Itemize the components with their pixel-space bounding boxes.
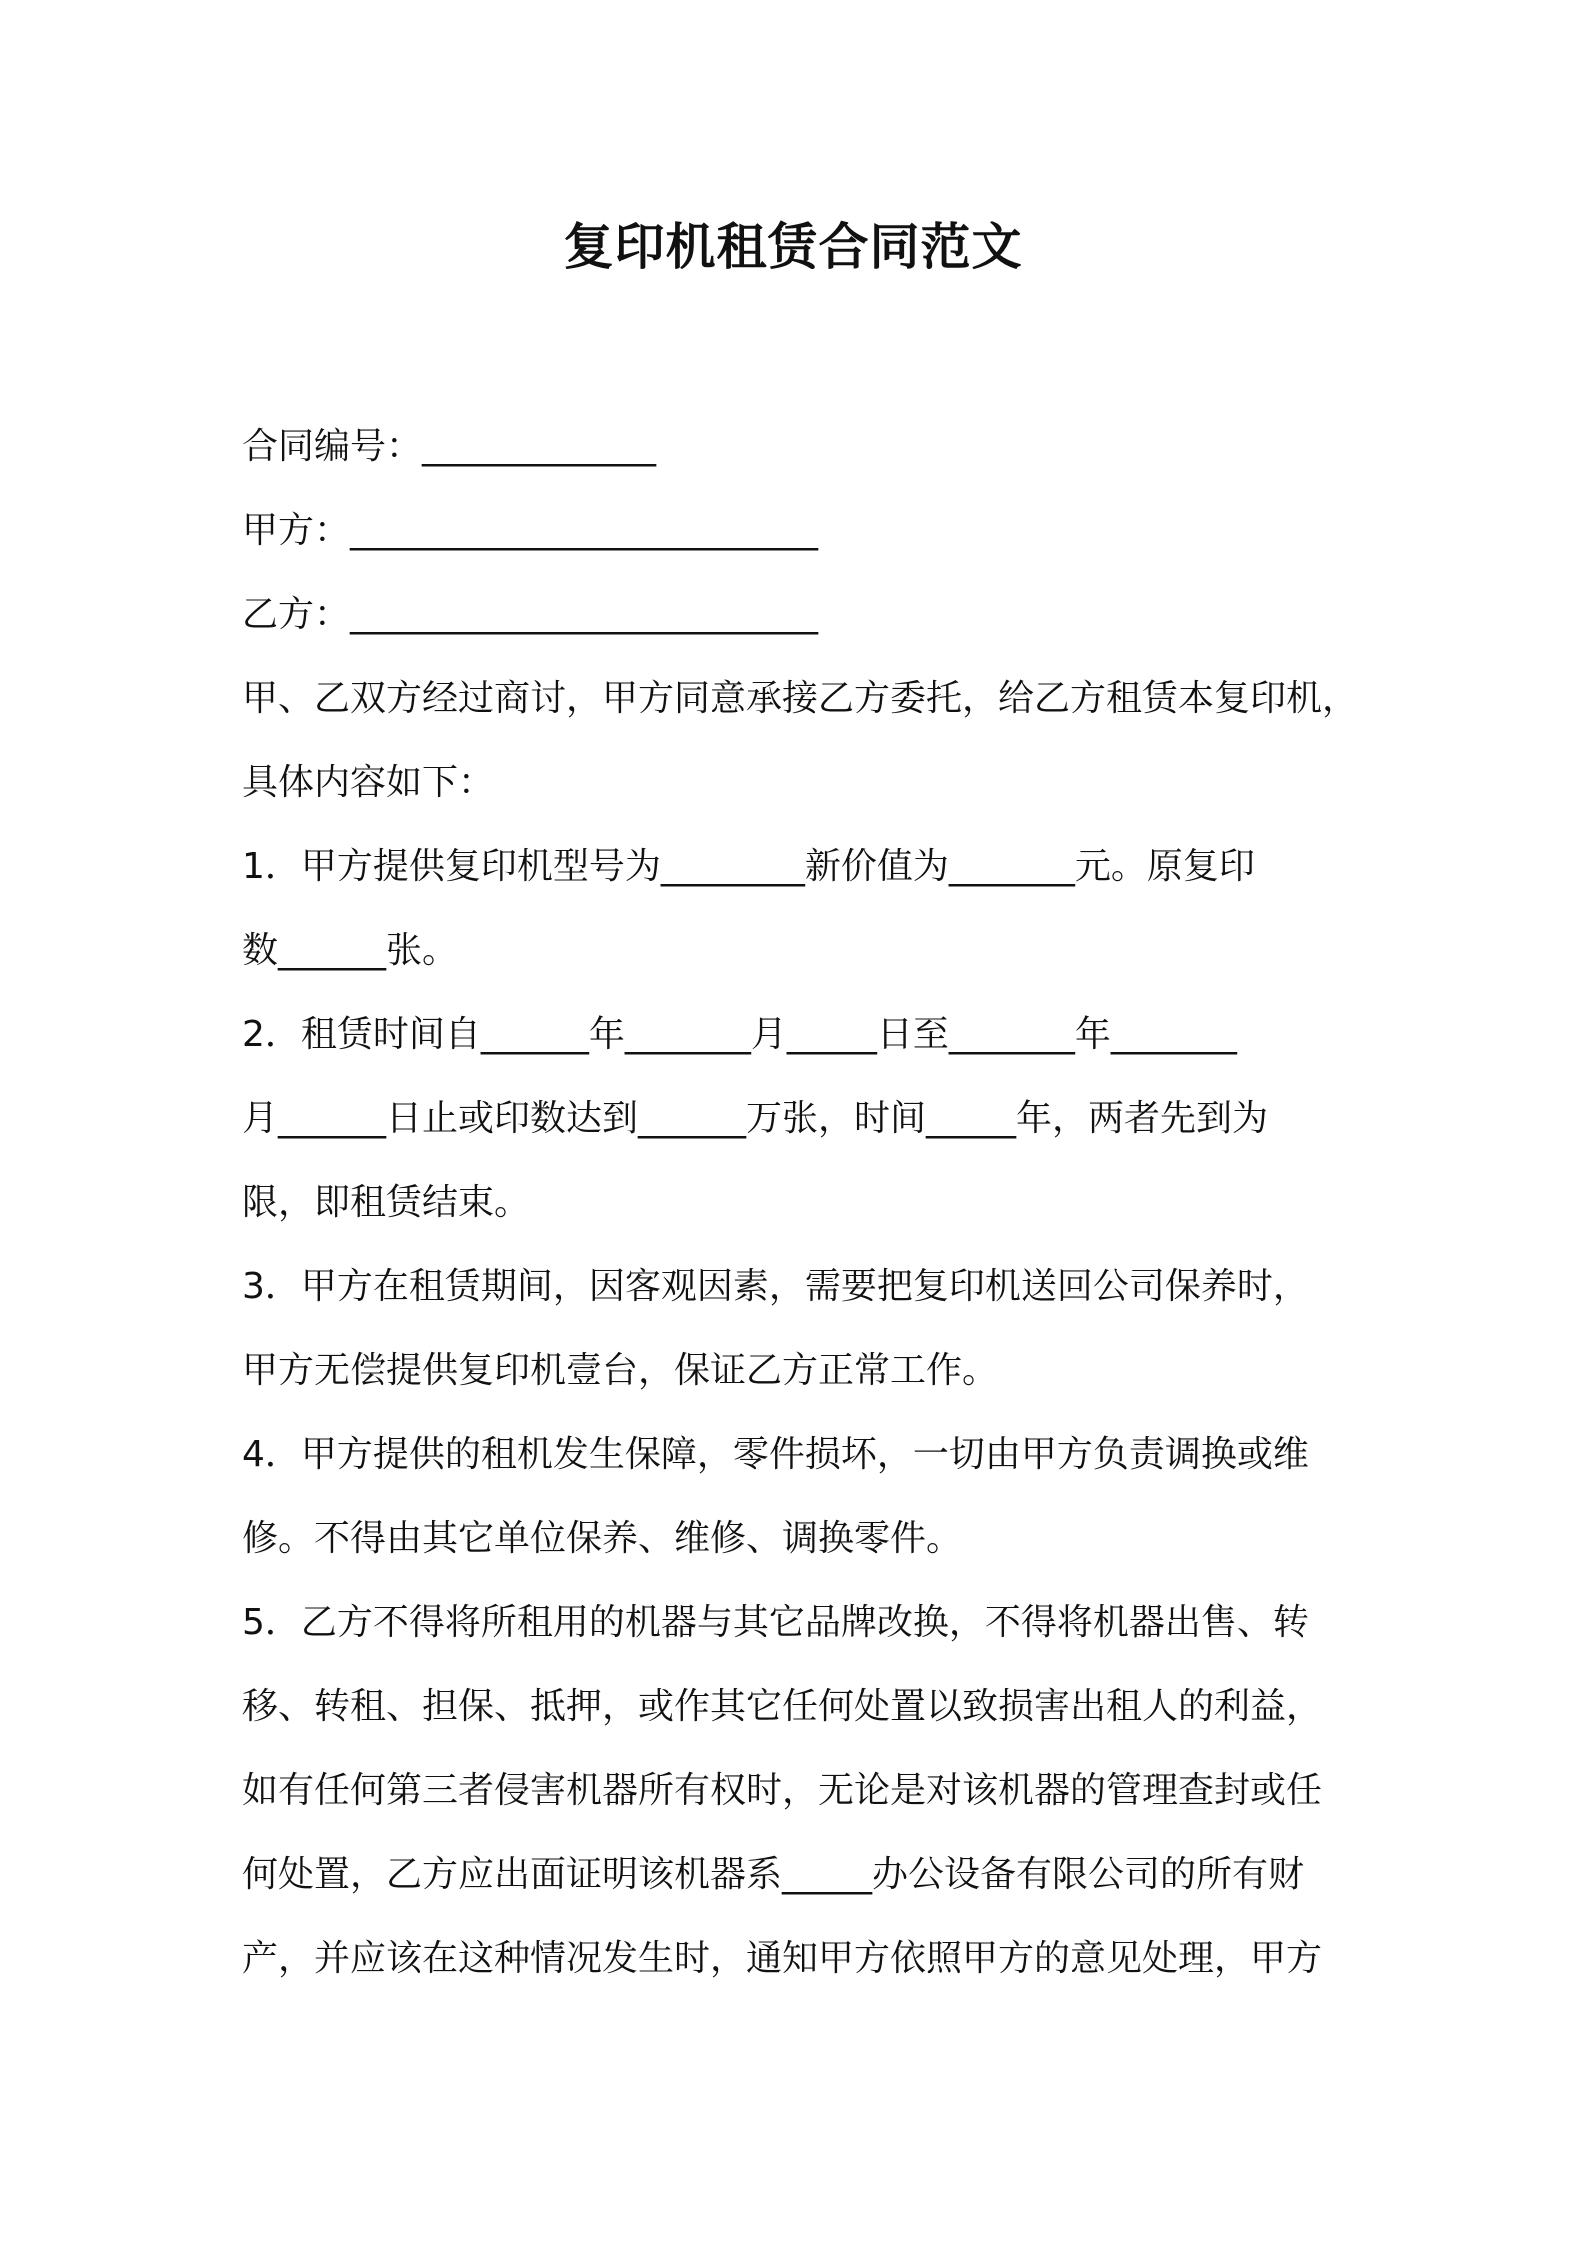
clause-2-line-2 bbox=[242, 1077, 1362, 1161]
clause-1-line-1 bbox=[242, 825, 1362, 909]
party-a-line: 甲方：__________________________ bbox=[242, 510, 819, 551]
clause-2-line-1 bbox=[242, 993, 1362, 1077]
clause-3-line-1-text: 3．甲方在租赁期间，因客观因素，需要把复印机送回公司保养时， bbox=[242, 1266, 1309, 1307]
document-body bbox=[242, 405, 1362, 2001]
clause-5-line-3 bbox=[242, 1749, 1362, 1833]
clause-4-line-1 bbox=[242, 1413, 1362, 1497]
clause-5-line-4 bbox=[242, 1833, 1362, 1917]
clause-5-line-4-text: 何处置，乙方应出面证明该机器系_____办公设备有限公司的所有财 bbox=[242, 1854, 1305, 1895]
intro-line-2: 具体内容如下： bbox=[242, 762, 495, 803]
contract-number-line: 合同编号：_____________ bbox=[242, 426, 657, 467]
intro-line-1-text: 甲、乙双方经过商讨，甲方同意承接乙方委托，给乙方租赁本复印机， bbox=[242, 678, 1359, 719]
document-title: 复印机租赁合同范文 bbox=[563, 218, 1023, 276]
clause-5-line-2 bbox=[242, 1665, 1362, 1749]
intro-line-1 bbox=[242, 657, 1362, 741]
clause-5-line-1-text: 5．乙方不得将所租用的机器与其它品牌改换，不得将机器出售、转 bbox=[242, 1602, 1309, 1643]
clause-3-line-2: 甲方无偿提供复印机壹台，保证乙方正常工作。 bbox=[242, 1350, 999, 1391]
clause-1-line-2: 数______张。 bbox=[242, 930, 459, 971]
clause-3-line-1 bbox=[242, 1245, 1362, 1329]
clause-2-line-1-text: 2．租赁时间自______年_______月_____日至_______年_______ bbox=[242, 1014, 1237, 1055]
clause-5-line-2-text: 移、转租、担保、抵押，或作其它任何处置以致损害出租人的利益， bbox=[242, 1686, 1323, 1727]
clause-5-line-5-text: 产，并应该在这种情况发生时，通知甲方依照甲方的意见处理，甲方 bbox=[242, 1938, 1323, 1979]
clause-2-line-2-text: 月______日止或印数达到______万张，时间_____年，两者先到为 bbox=[242, 1098, 1269, 1139]
clause-4-line-2: 修。不得由其它单位保养、维修、调换零件。 bbox=[242, 1518, 963, 1559]
clause-5-line-5 bbox=[242, 1917, 1362, 2001]
clause-5-line-3-text: 如有任何第三者侵害机器所有权时，无论是对该机器的管理查封或任 bbox=[242, 1770, 1323, 1811]
clause-5-line-1 bbox=[242, 1581, 1362, 1665]
clause-1-line-1-text: 1．甲方提供复印机型号为________新价值为_______元。原复印 bbox=[242, 846, 1255, 887]
party-b-line: 乙方：__________________________ bbox=[242, 594, 819, 635]
clause-4-line-1-text: 4．甲方提供的租机发生保障，零件损坏，一切由甲方负责调换或维 bbox=[242, 1434, 1309, 1475]
clause-2-line-3: 限，即租赁结束。 bbox=[242, 1182, 531, 1223]
